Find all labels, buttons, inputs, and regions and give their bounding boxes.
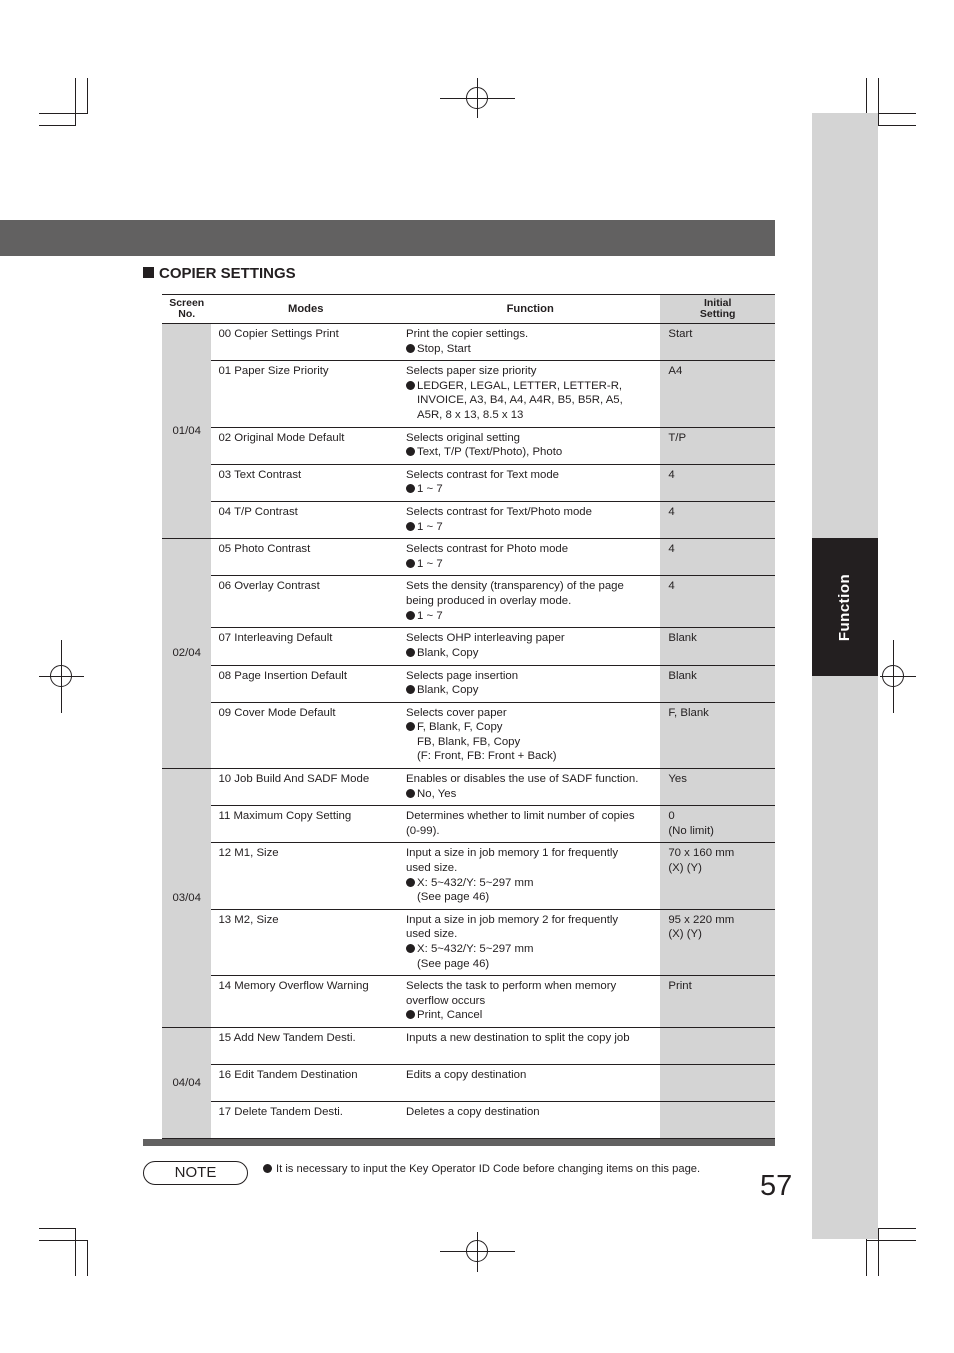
bullet-icon xyxy=(263,1164,272,1173)
function-text: Selects contrast for Text/Photo mode xyxy=(406,505,592,518)
function-cell xyxy=(400,769,660,806)
mode-cell: 00 Copier Settings Print xyxy=(211,324,400,361)
square-bullet-icon xyxy=(143,267,154,278)
function-text: Selects the task to perform when memory xyxy=(406,980,617,993)
function-cell xyxy=(400,576,660,628)
table-row xyxy=(162,909,775,975)
initial-setting-cell xyxy=(660,665,775,702)
function-cell xyxy=(400,909,660,975)
initial-setting-value: (X) (Y) xyxy=(668,862,702,875)
option-text: X: 5~432/Y: 5~297 mm xyxy=(417,943,534,955)
function-text: Sets the density (transparency) of the page xyxy=(406,580,624,593)
table-header-row xyxy=(162,295,775,324)
column-header-screen: Screen No. xyxy=(162,295,211,324)
function-cell xyxy=(400,806,660,843)
screen-number-cell: 04/04 xyxy=(162,1028,211,1139)
initial-setting-cell xyxy=(660,628,775,665)
function-text: overflow occurs xyxy=(406,994,486,1007)
option-text: A5R, 8 x 13, 8.5 x 13 xyxy=(417,408,524,421)
option-text: (See page 46) xyxy=(417,957,490,970)
function-text: Selects contrast for Text mode xyxy=(406,468,560,481)
mode-cell: 11 Maximum Copy Setting xyxy=(211,806,400,843)
function-cell xyxy=(400,976,660,1028)
mode-cell: 01 Paper Size Priority xyxy=(211,361,400,427)
initial-setting-value: Blank xyxy=(668,632,697,645)
function-text: Edits a copy destination xyxy=(406,1069,527,1082)
option-text: Blank, Copy xyxy=(417,646,479,659)
column-header-modes: Modes xyxy=(211,295,400,324)
table-row xyxy=(162,806,775,843)
option-text: Text, T/P (Text/Photo), Photo xyxy=(417,446,563,459)
page-number: 57 xyxy=(760,1170,793,1202)
function-text: (0-99). xyxy=(406,824,440,837)
initial-setting-value: T/P xyxy=(668,431,687,444)
bullet-icon xyxy=(406,1010,415,1019)
bullet-icon xyxy=(406,522,415,531)
function-text: Input a size in job memory 2 for frequently xyxy=(406,913,619,926)
table-row xyxy=(162,628,775,665)
bullet-icon xyxy=(406,381,415,390)
function-text: Selects cover paper xyxy=(406,706,507,719)
function-text: used size. xyxy=(406,862,458,875)
option-text: 1 ~ 7 xyxy=(417,483,443,496)
option-text: INVOICE, A3, B4, A4, A4R, B5, B5R, A5, xyxy=(417,394,623,407)
bullet-icon xyxy=(406,944,415,953)
table-row xyxy=(162,464,775,501)
column-header-initial-setting: Initial Setting xyxy=(660,295,775,324)
screen-number-cell: 02/04 xyxy=(162,539,211,769)
option-text: No, Yes xyxy=(417,787,457,800)
note-text xyxy=(263,1163,700,1175)
option-text: 1 ~ 7 xyxy=(417,609,443,622)
note-text-content: It is necessary to input the Key Operator ID Code before changing items on this page. xyxy=(276,1163,701,1175)
bullet-icon xyxy=(406,685,415,694)
initial-setting-value: 0 xyxy=(668,810,675,823)
initial-setting-cell xyxy=(660,702,775,768)
initial-setting-cell xyxy=(660,501,775,538)
function-cell xyxy=(400,539,660,576)
function-text: Selects paper size priority xyxy=(406,365,537,378)
initial-setting-cell xyxy=(660,324,775,361)
mode-cell: 06 Overlay Contrast xyxy=(211,576,400,628)
function-cell xyxy=(400,1028,660,1065)
initial-setting-value: Yes xyxy=(668,773,687,786)
initial-setting-cell xyxy=(660,464,775,501)
initial-setting-cell xyxy=(660,576,775,628)
table-row xyxy=(162,665,775,702)
function-text: Enables or disables the use of SADF function. xyxy=(406,773,639,786)
initial-setting-value: Start xyxy=(668,328,693,340)
bullet-icon xyxy=(406,484,415,493)
initial-setting-cell xyxy=(660,1102,775,1139)
section-title-text: COPIER SETTINGS xyxy=(159,265,296,282)
table-row xyxy=(162,361,775,427)
side-margin-band xyxy=(812,113,878,1239)
function-text: Selects original setting xyxy=(406,431,520,444)
initial-setting-cell xyxy=(660,806,775,843)
initial-setting-cell xyxy=(660,427,775,464)
function-cell xyxy=(400,1102,660,1139)
table-body xyxy=(162,324,775,1139)
column-header-function: Function xyxy=(400,295,660,324)
initial-setting-cell xyxy=(660,361,775,427)
initial-setting-cell xyxy=(660,1065,775,1102)
function-cell xyxy=(400,324,660,361)
function-text: Selects contrast for Photo mode xyxy=(406,543,569,556)
initial-setting-value: 4 xyxy=(668,468,675,481)
initial-setting-cell xyxy=(660,976,775,1028)
mode-cell: 12 M1, Size xyxy=(211,843,400,909)
table-row xyxy=(162,1102,775,1139)
mode-cell: 07 Interleaving Default xyxy=(211,628,400,665)
option-text: LEDGER, LEGAL, LETTER, LETTER-R, xyxy=(417,379,623,392)
function-text: Selects OHP interleaving paper xyxy=(406,632,565,645)
table-row xyxy=(162,539,775,576)
function-cell xyxy=(400,464,660,501)
settings-table xyxy=(162,294,775,1139)
initial-setting-cell xyxy=(660,769,775,806)
function-text: Print the copier settings. xyxy=(406,328,529,340)
function-text: Inputs a new destination to split the copy job xyxy=(406,1032,630,1045)
table-row xyxy=(162,427,775,464)
initial-setting-value: 4 xyxy=(668,580,675,593)
table-row xyxy=(162,769,775,806)
mode-cell: 03 Text Contrast xyxy=(211,464,400,501)
section-title xyxy=(143,265,296,282)
option-text: F, Blank, F, Copy xyxy=(417,721,503,734)
initial-setting-value: F, Blank xyxy=(668,706,709,719)
table-row xyxy=(162,702,775,768)
initial-setting-cell xyxy=(660,843,775,909)
bullet-icon xyxy=(406,559,415,568)
function-cell xyxy=(400,665,660,702)
mode-cell: 04 T/P Contrast xyxy=(211,501,400,538)
bullet-icon xyxy=(406,611,415,620)
screen-number-cell: 01/04 xyxy=(162,324,211,539)
initial-setting-value: (X) (Y) xyxy=(668,928,702,941)
initial-setting-cell xyxy=(660,539,775,576)
function-cell xyxy=(400,628,660,665)
bullet-icon xyxy=(406,789,415,798)
option-text: Print, Cancel xyxy=(417,1009,483,1022)
function-cell xyxy=(400,1065,660,1102)
initial-setting-value: 4 xyxy=(668,505,675,518)
header-bar xyxy=(0,220,775,256)
mode-cell: 02 Original Mode Default xyxy=(211,427,400,464)
initial-setting-cell xyxy=(660,909,775,975)
chapter-tab xyxy=(812,538,878,676)
initial-setting-value: 4 xyxy=(668,543,675,556)
bullet-icon xyxy=(406,722,415,731)
bullet-icon xyxy=(406,344,415,353)
bullet-icon xyxy=(406,648,415,657)
footer-bar xyxy=(143,1139,775,1146)
mode-cell: 14 Memory Overflow Warning xyxy=(211,976,400,1028)
option-text: 1 ~ 7 xyxy=(417,520,443,533)
option-text: 1 ~ 7 xyxy=(417,557,443,570)
mode-cell: 13 M2, Size xyxy=(211,909,400,975)
option-text: FB, Blank, FB, Copy xyxy=(417,735,521,748)
function-text: Deletes a copy destination xyxy=(406,1106,540,1119)
initial-setting-value: 70 x 160 mm xyxy=(668,847,735,860)
mode-cell: 08 Page Insertion Default xyxy=(211,665,400,702)
mode-cell: 16 Edit Tandem Destination xyxy=(211,1065,400,1102)
bullet-icon xyxy=(406,878,415,887)
function-cell xyxy=(400,843,660,909)
table-row xyxy=(162,324,775,361)
initial-setting-value: A4 xyxy=(668,365,683,378)
mode-cell: 17 Delete Tandem Desti. xyxy=(211,1102,400,1139)
function-cell xyxy=(400,361,660,427)
mode-cell: 15 Add New Tandem Desti. xyxy=(211,1028,400,1065)
table-row xyxy=(162,976,775,1028)
table-row xyxy=(162,576,775,628)
function-text: Input a size in job memory 1 for frequently xyxy=(406,847,619,860)
initial-setting-value: 95 x 220 mm xyxy=(668,913,735,926)
function-text: being produced in overlay mode. xyxy=(406,594,572,607)
table-row xyxy=(162,501,775,538)
screen-number-cell: 03/04 xyxy=(162,769,211,1028)
chapter-tab-label: Function xyxy=(836,573,854,641)
table-row xyxy=(162,1028,775,1065)
function-text: used size. xyxy=(406,928,458,941)
option-text: (See page 46) xyxy=(417,891,490,904)
bullet-icon xyxy=(406,447,415,456)
mode-cell: 09 Cover Mode Default xyxy=(211,702,400,768)
initial-setting-cell xyxy=(660,1028,775,1065)
option-text: Blank, Copy xyxy=(417,684,479,697)
note-label: NOTE xyxy=(143,1161,248,1185)
function-cell xyxy=(400,501,660,538)
function-text: Selects page insertion xyxy=(406,669,519,682)
function-cell xyxy=(400,427,660,464)
function-text: Determines whether to limit number of copies xyxy=(406,810,635,823)
option-text: (F: Front, FB: Front + Back) xyxy=(417,750,557,763)
mode-cell: 05 Photo Contrast xyxy=(211,539,400,576)
function-cell xyxy=(400,702,660,768)
option-text: X: 5~432/Y: 5~297 mm xyxy=(417,876,534,889)
option-text: Stop, Start xyxy=(417,342,471,355)
table-row xyxy=(162,1065,775,1102)
initial-setting-value: (No limit) xyxy=(668,824,714,837)
initial-setting-value: Print xyxy=(668,980,692,993)
initial-setting-value: Blank xyxy=(668,669,697,682)
table-row xyxy=(162,843,775,909)
mode-cell: 10 Job Build And SADF Mode xyxy=(211,769,400,806)
